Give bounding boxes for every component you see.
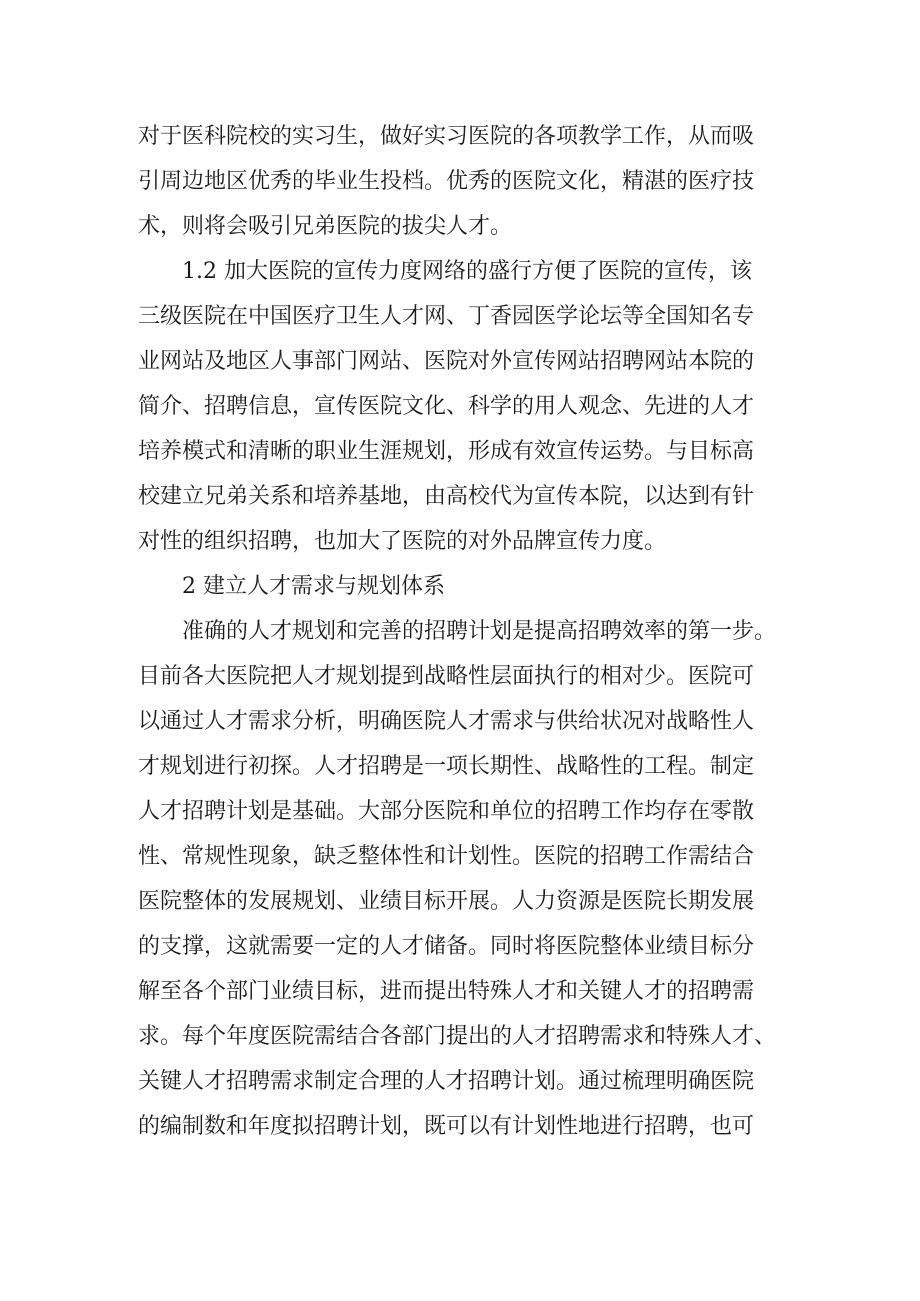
- section-heading-2: 2 建立人才需求与规划体系: [138, 574, 445, 599]
- text-line: 医院整体的发展规划、业绩目标开展。人力资源是医院长期发展: [138, 889, 755, 914]
- text-line: 引周边地区优秀的毕业生投档。优秀的医院文化，精湛的医疗技: [138, 169, 755, 194]
- text-line: 关键人才招聘需求制定合理的人才招聘计划。通过梳理明确医院: [138, 1069, 755, 1094]
- text-line: 性、常规性现象，缺乏整体性和计划性。医院的招聘工作需结合: [138, 844, 755, 869]
- section-heading-1-2: 1.2 加大医院的宣传力度网络的盛行方便了医院的宣传，该: [138, 259, 752, 284]
- text-line: 术，则将会吸引兄弟医院的拔尖人才。: [138, 214, 513, 239]
- text-line: 简介、招聘信息，宣传医院文化、科学的用人观念、先进的人才: [138, 394, 755, 419]
- text-line: 培养模式和清晰的职业生涯规划，形成有效宣传运势。与目标高: [138, 439, 755, 464]
- text-line: 以通过人才需求分析，明确医院人才需求与供给状况对战略性人: [138, 709, 755, 734]
- body-text: [138, 114, 808, 1149]
- text-line: 求。每个年度医院需结合各部门提出的人才招聘需求和特殊人才、: [138, 1024, 777, 1049]
- text-line: 对性的组织招聘，也加大了医院的对外品牌宣传力度。: [138, 529, 667, 554]
- text-line: 目前各大医院把人才规划提到战略性层面执行的相对少。医院可: [138, 664, 755, 689]
- text-line: 的支撑，这就需要一定的人才储备。同时将医院整体业绩目标分: [138, 934, 755, 959]
- text-line: 校建立兄弟关系和培养基地，由高校代为宣传本院，以达到有针: [138, 484, 755, 509]
- text-line: 三级医院在中国医疗卫生人才网、丁香园医学论坛等全国知名专: [138, 304, 755, 329]
- text-line: 才规划进行初探。人才招聘是一项长期性、战略性的工程。制定: [138, 754, 755, 779]
- text-line: 解至各个部门业绩目标，进而提出特殊人才和关键人才的招聘需: [138, 979, 755, 1004]
- text-line: 人才招聘计划是基础。大部分医院和单位的招聘工作均存在零散: [138, 799, 755, 824]
- text-line: 的编制数和年度拟招聘计划，既可以有计划性地进行招聘，也可: [138, 1114, 755, 1139]
- text-line: 对于医科院校的实习生，做好实习医院的各项教学工作，从而吸: [138, 124, 755, 149]
- text-line: 准确的人才规划和完善的招聘计划是提高招聘效率的第一步。: [138, 619, 777, 644]
- text-line: 业网站及地区人事部门网站、医院对外宣传网站招聘网站本院的: [138, 349, 755, 374]
